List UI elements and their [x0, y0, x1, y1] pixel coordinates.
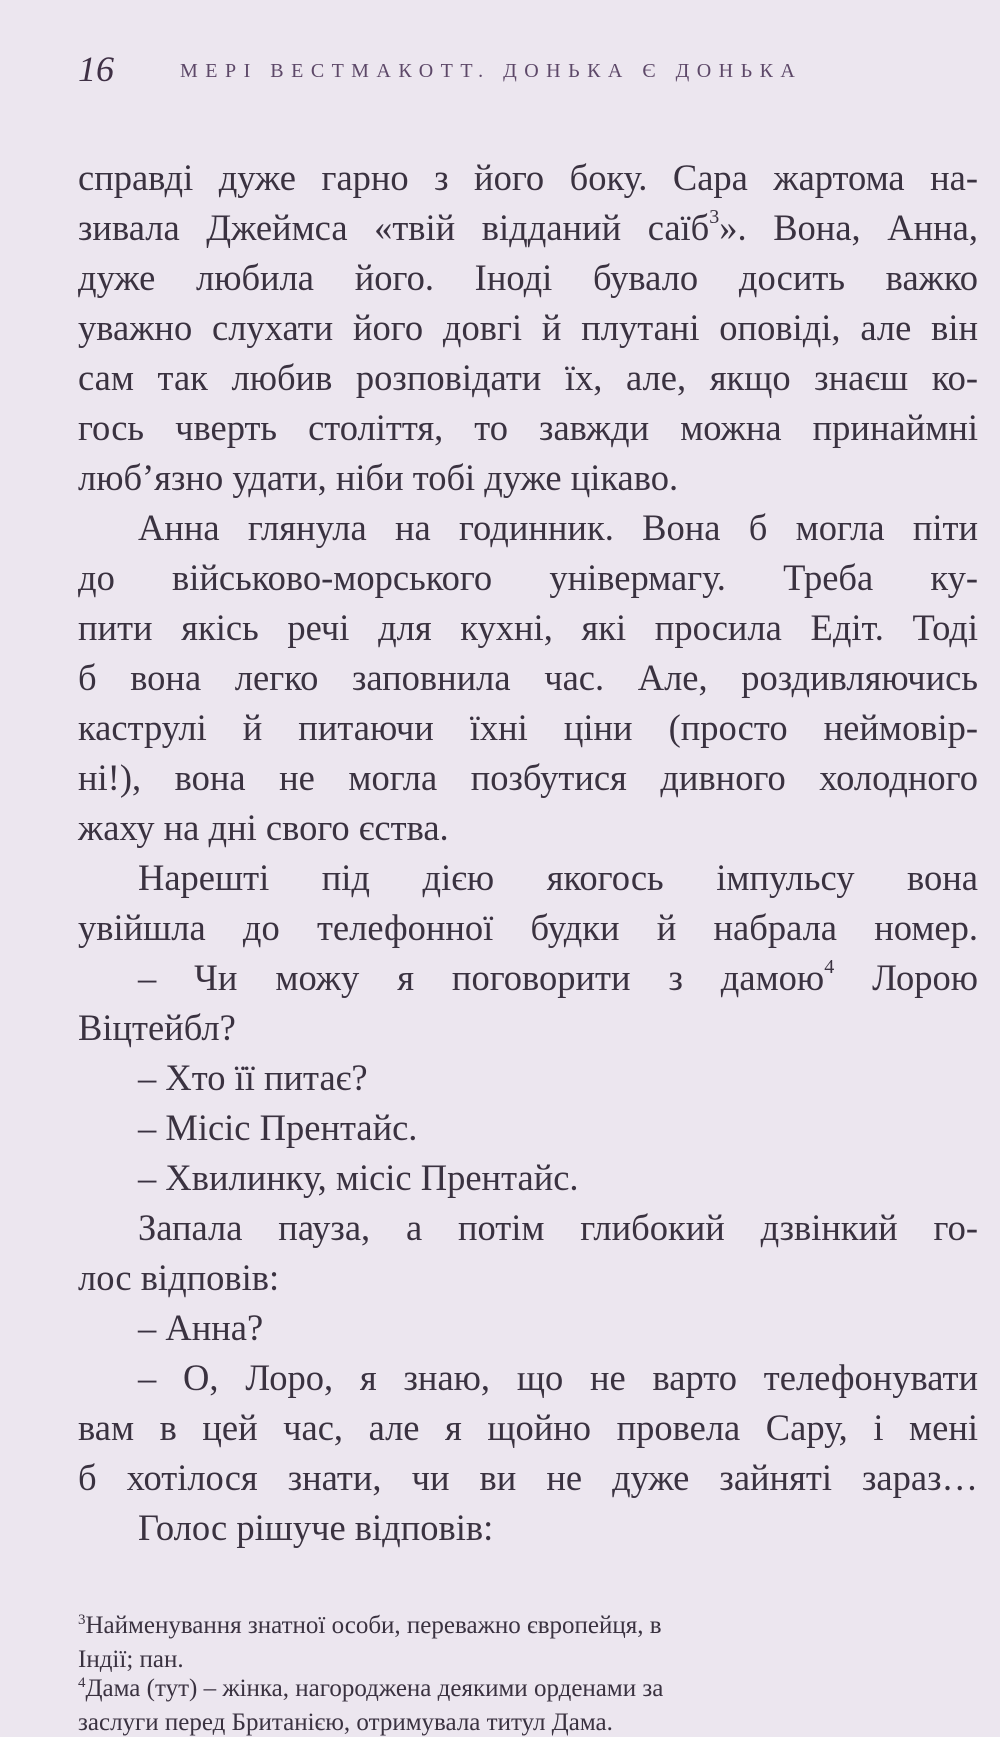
text-line: зивала Джеймса «твій відданий саїб$^3$». Вона, Анна, [78, 205, 978, 248]
footnote-mark: 3 [78, 1612, 86, 1628]
text-line: вам в цей час, але я щойно провела Сару, і мені [78, 1407, 978, 1448]
text-line: дуже любила його. Іноді бувало досить важко [78, 257, 978, 298]
text-line: Голос рішуче відповів: [138, 1507, 494, 1548]
text-line: – Анна? [138, 1307, 264, 1348]
text-line: увійшла до телефонної будки й набрала номер. [78, 907, 978, 948]
text-line: гось чверть століття, то завжди можна принаймні [78, 407, 978, 448]
footnote-reference: 4 [824, 955, 835, 978]
text-line: – Місіс Прентайс. [138, 1107, 418, 1148]
running-head [78, 49, 978, 102]
text-line: пити якісь речі для кухні, які просила Едіт. Тоді [78, 607, 978, 648]
text-line: ні!), вона не могла позбутися дивного холодного [78, 757, 978, 798]
text-line: Запала пауза, а потім глибокий дзвінкий го- [138, 1207, 978, 1248]
text-line: сам так любив розповідати їх, але, якщо знаєш ко- [78, 357, 978, 398]
text-line: б вона легко заповнила час. Але, роздивляючись [78, 657, 978, 698]
text-line: люб’язно удати, ніби тобі дуже цікаво. [78, 457, 679, 498]
text-line: Нарешті під дією якогось імпульсу вона [138, 857, 978, 898]
text-line: жаху на дні свого єства. [78, 807, 449, 848]
footnote [78, 1611, 976, 1674]
footnote-text: Індії; пан. [78, 1645, 184, 1673]
footnote-text: Найменування знатної особи, переважно європейця, в [85, 1612, 662, 1639]
text-line: – Хвилинку, місіс Прентайс. [138, 1157, 579, 1198]
text-line: до військово-морського універмагу. Треба ку- [78, 557, 978, 598]
text-line: б хотілося знати, чи ви не дуже зайняті зараз… [78, 1457, 978, 1498]
text-line: Віцтейбл? [78, 1007, 236, 1048]
footnote-mark: 4 [78, 1675, 86, 1691]
text-line: – Чи можу я поговорити з дамою$^4$ Лорою [138, 955, 978, 998]
footnote-text: Дама (тут) – жінка, нагороджена деякими орденами за [85, 1675, 664, 1702]
text-line: – Хто її питає? [138, 1057, 368, 1098]
footnote [78, 1674, 976, 1737]
text-line: лос відповів: [78, 1257, 280, 1298]
footnotes [78, 1611, 976, 1737]
text-line: Анна глянула на годинник. Вона б могла піти [138, 507, 978, 548]
page-number: 16 [78, 49, 114, 89]
main-text [78, 153, 978, 1553]
text-line: – О, Лоро, я знаю, що не варто телефонувати [138, 1357, 978, 1398]
text-line: справді дуже гарно з його боку. Сара жартома на- [78, 157, 978, 198]
text-line: уважно слухати його довгі й плутані оповіді, але він [78, 307, 978, 348]
text-line: каструлі й питаючи їхні ціни (просто неймовір- [78, 707, 978, 748]
running-title: МЕРІ ВЕСТМАКОТТ. ДОНЬКА Є ДОНЬКА [180, 60, 803, 82]
footnote-reference: 3 [709, 205, 720, 228]
footnote-text: заслуги перед Британією, отримувала титул Дама. [78, 1708, 613, 1736]
